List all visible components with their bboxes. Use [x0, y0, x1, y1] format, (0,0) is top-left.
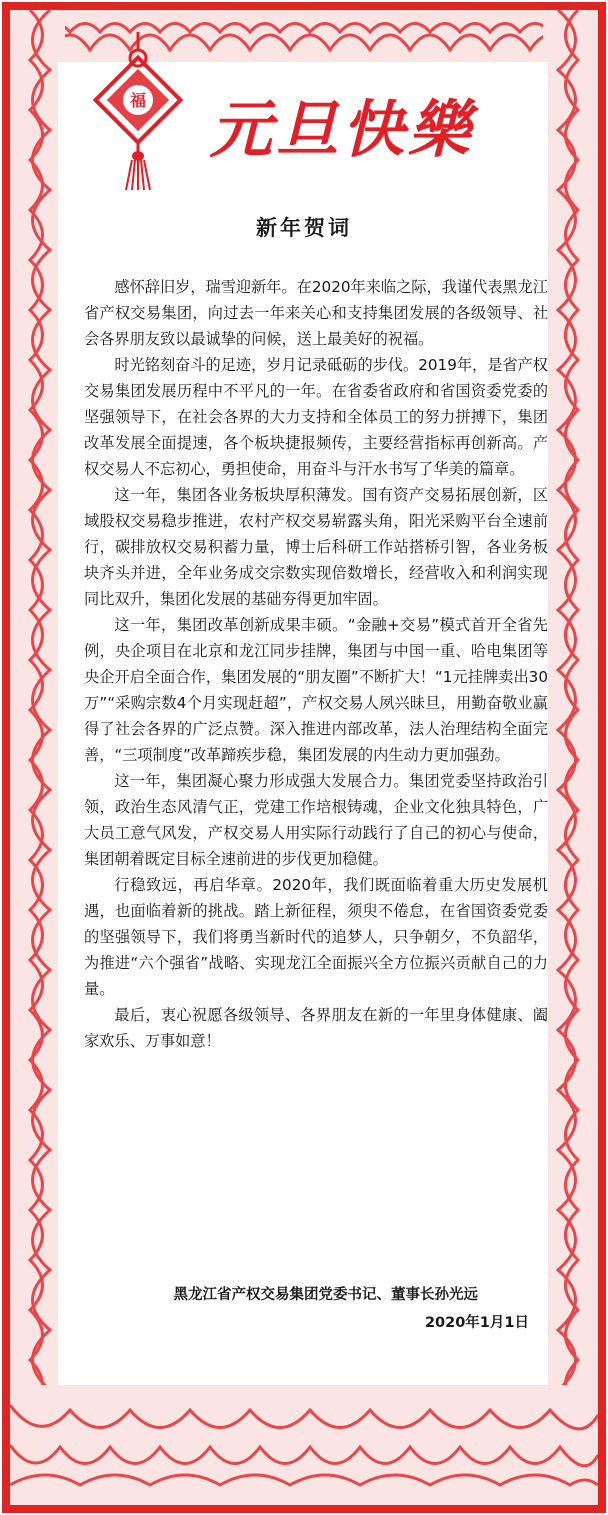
chinese-knot-icon — [58, 32, 188, 192]
page-title: 新年贺词 — [256, 216, 352, 240]
paragraph: 这一年，集团改革创新成果丰硕。“金融+交易”模式首开全省先例，央企项目在北京和龙江同步挂牌，集团与中国一重、哈电集团等央企开启全面合作，集团发展的“朋友圈”不断扩大！“1元挂牌卖出30万”“采购宗数4个月实现赶超”，产权交易人夙兴昧旦，用勤奋敬业赢得了社会各界的广泛点赞。深入推进内部改革，法人治理结构全面完善，“三项制度”改革蹄疾步稳，集团发展的内生动力更加强劲。 — [84, 616, 548, 764]
knot-fu-character: 福 — [129, 91, 147, 110]
signature: 黑龙江省产权交易集团党委书记、董事长孙光远 — [173, 1287, 478, 1303]
paragraph: 最后，衷心祝愿各级领导、各界朋友在新的一年里身体健康、阖家欢乐、万事如意！ — [84, 1006, 548, 1050]
paragraph: 这一年，集团各业务板块厚积薄发。国有资产交易拓展创新，区域股权交易稳步推进，农村产权交易崭露头角，阳光采购平台全速前行，碳排放权交易积蓄力量，博士后科研工作站搭桥引智，各业务板块齐头并进，全年业务成交宗数实现倍数增长，经营收入和利润实现同比双升，集团化发展的基础夯得更加牢固。 — [84, 486, 548, 608]
new-year-title-banner: 元旦快樂 — [210, 93, 475, 166]
letter-body — [84, 274, 548, 1054]
paragraph: 行稳致远，再启华章。2020年，我们既面临着重大历史发展机遇，也面临着新的挑战。踏上新征程，须臾不倦怠，在省国资委党委的坚强领导下，我们将勇当新时代的追梦人，只争朝夕，不负韶华，为推进“六个强省”战略、实现龙江全面振兴全方位振兴贡献自己的力量。 — [84, 876, 548, 998]
paragraph: 时光铭刻奋斗的足迹，岁月记录砥砺的步伐。2019年，是省产权交易集团发展历程中不平凡的一年。在省委省政府和省国资委党委的坚强领导下，在社会各界的大力支持和全体员工的努力拼搏下，集团改革发展全面提速，各个板块捷报频传，主要经营指标再创新高。产权交易人不忘初心，勇担使命，用奋斗与汗水书写了华美的篇章。 — [84, 356, 548, 478]
paragraph: 这一年，集团凝心聚力形成强大发展合力。集团党委坚持政治引领，政治生态风清气正，党建工作培根铸魂，企业文化独具特色，广大员工意气风发，产权交易人用实际行动践行了自己的初心与使命，集团朝着既定目标全速前进的步伐更加稳健。 — [84, 772, 548, 868]
signature-date: 2020年1月1日 — [424, 1315, 529, 1331]
paragraph: 感怀辞旧岁，瑞雪迎新年。在2020年来临之际，我谨代表黑龙江省产权交易集团，向过去一年来关心和支持集团发展的各级领导、社会各界朋友致以最诚挚的问候，送上最美好的祝福。 — [84, 278, 548, 348]
